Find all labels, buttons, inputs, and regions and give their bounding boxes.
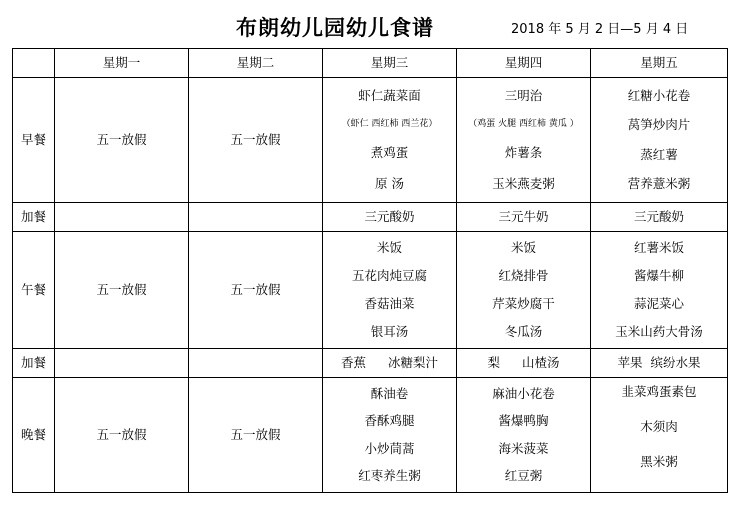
dish: 红薯米饭 [633,239,684,255]
snack1-row [13,203,728,232]
meal-label-snack2: 加餐 [13,349,55,378]
page-title: 布朗幼儿园幼儿食谱 [236,16,434,40]
breakfast-fri [591,78,728,203]
day-header-wed: 星期三 [323,49,457,78]
dish: 银耳汤 [370,323,409,339]
day-header-mon: 星期一 [55,49,189,78]
dish: 红豆粥 [504,468,543,483]
dish: 芹菜炒腐干 [492,295,555,311]
day-header-thu: 星期四 [457,49,591,78]
menu-table [12,48,728,493]
dish: 冬瓜汤 [504,323,543,339]
dish: 五花肉炖豆腐 [351,267,427,283]
breakfast-row [13,78,728,203]
dish: 小炒茼蒿 [364,440,415,456]
dish: 苹果 [617,354,643,370]
dish: 原 汤 [375,175,404,191]
snack1-mon [55,203,189,232]
snack1-tue [189,203,323,232]
dish: 冰糖梨汁 [388,354,439,370]
meal-label-dinner: 晚餐 [13,378,55,493]
snack1-thu: 三元牛奶 [457,203,591,232]
dish: 红糖小花卷 [627,87,691,103]
dish: 红烧排骨 [498,267,549,283]
snack2-tue [189,349,323,378]
dish: 煮鸡蛋 [370,145,409,161]
dish: 莴笋炒肉片 [627,117,691,132]
meal-label-snack1: 加餐 [13,203,55,232]
lunch-fri [591,232,728,349]
lunch-row [13,232,728,349]
dish: 麻油小花卷 [492,385,555,401]
lunch-wed [323,232,457,349]
dish: 玉米山药大骨汤 [615,323,703,339]
snack2-thu [457,349,591,378]
day-header-fri: 星期五 [591,49,728,78]
dish: 香蕉 [340,354,366,370]
dish: 黑米粥 [640,453,678,469]
snack2-fri [591,349,728,378]
dish: 海米菠菜 [498,440,549,456]
dish: 三明治 [504,87,543,103]
dish: 虾仁蔬菜面 [358,87,421,103]
dish: 山楂汤 [522,354,560,370]
lunch-tue: 五一放假 [189,232,323,349]
dish: 米饭 [510,239,536,255]
dinner-mon: 五一放假 [55,378,189,493]
breakfast-tue: 五一放假 [189,78,323,203]
dish: 酱爆鸭胸 [498,413,549,428]
dish: 营养薏米粥 [627,176,691,191]
dish: 蒜泥菜心 [633,295,684,311]
breakfast-mon: 五一放假 [55,78,189,203]
date-range: 2018 年 5 月 2 日—5 月 4 日 [511,22,689,37]
meal-label-lunch: 午餐 [13,232,55,349]
dish: 蒸红薯 [640,146,678,162]
breakfast-wed [323,78,457,203]
dish: 米饭 [376,239,402,255]
header-row [13,49,728,78]
dinner-fri [591,378,728,493]
dish: 梨 [487,354,500,370]
snack2-wed [323,349,457,378]
lunch-thu [457,232,591,349]
meal-label-breakfast: 早餐 [13,78,55,203]
dish-ingredients: （鸡蛋 火腿 西红柿 黄瓜 ） [468,119,579,130]
dish: 炸薯条 [504,145,543,161]
breakfast-thu [457,78,591,203]
dish: 酥油卷 [370,385,409,401]
dish: 红枣养生粥 [358,468,421,483]
dinner-thu [457,378,591,493]
dinner-row [13,378,728,493]
snack2-mon [55,349,189,378]
snack1-wed: 三元酸奶 [323,203,457,232]
dish: 香酥鸡腿 [364,413,415,428]
dish: 韭菜鸡蛋素包 [621,384,697,399]
corner-cell [13,49,55,78]
snack2-row [13,349,728,378]
snack1-fri: 三元酸奶 [591,203,728,232]
dish: 玉米燕麦粥 [492,175,555,191]
day-header-tue: 星期二 [189,49,323,78]
dish: 酱爆牛柳 [633,267,684,283]
dish: 缤纷水果 [650,354,701,370]
dish-ingredients: （虾仁 西红柿 西兰花） [341,119,438,130]
lunch-mon: 五一放假 [55,232,189,349]
dish: 香菇油菜 [364,295,415,311]
dinner-tue: 五一放假 [189,378,323,493]
dish: 木须肉 [640,418,678,434]
dinner-wed [323,378,457,493]
